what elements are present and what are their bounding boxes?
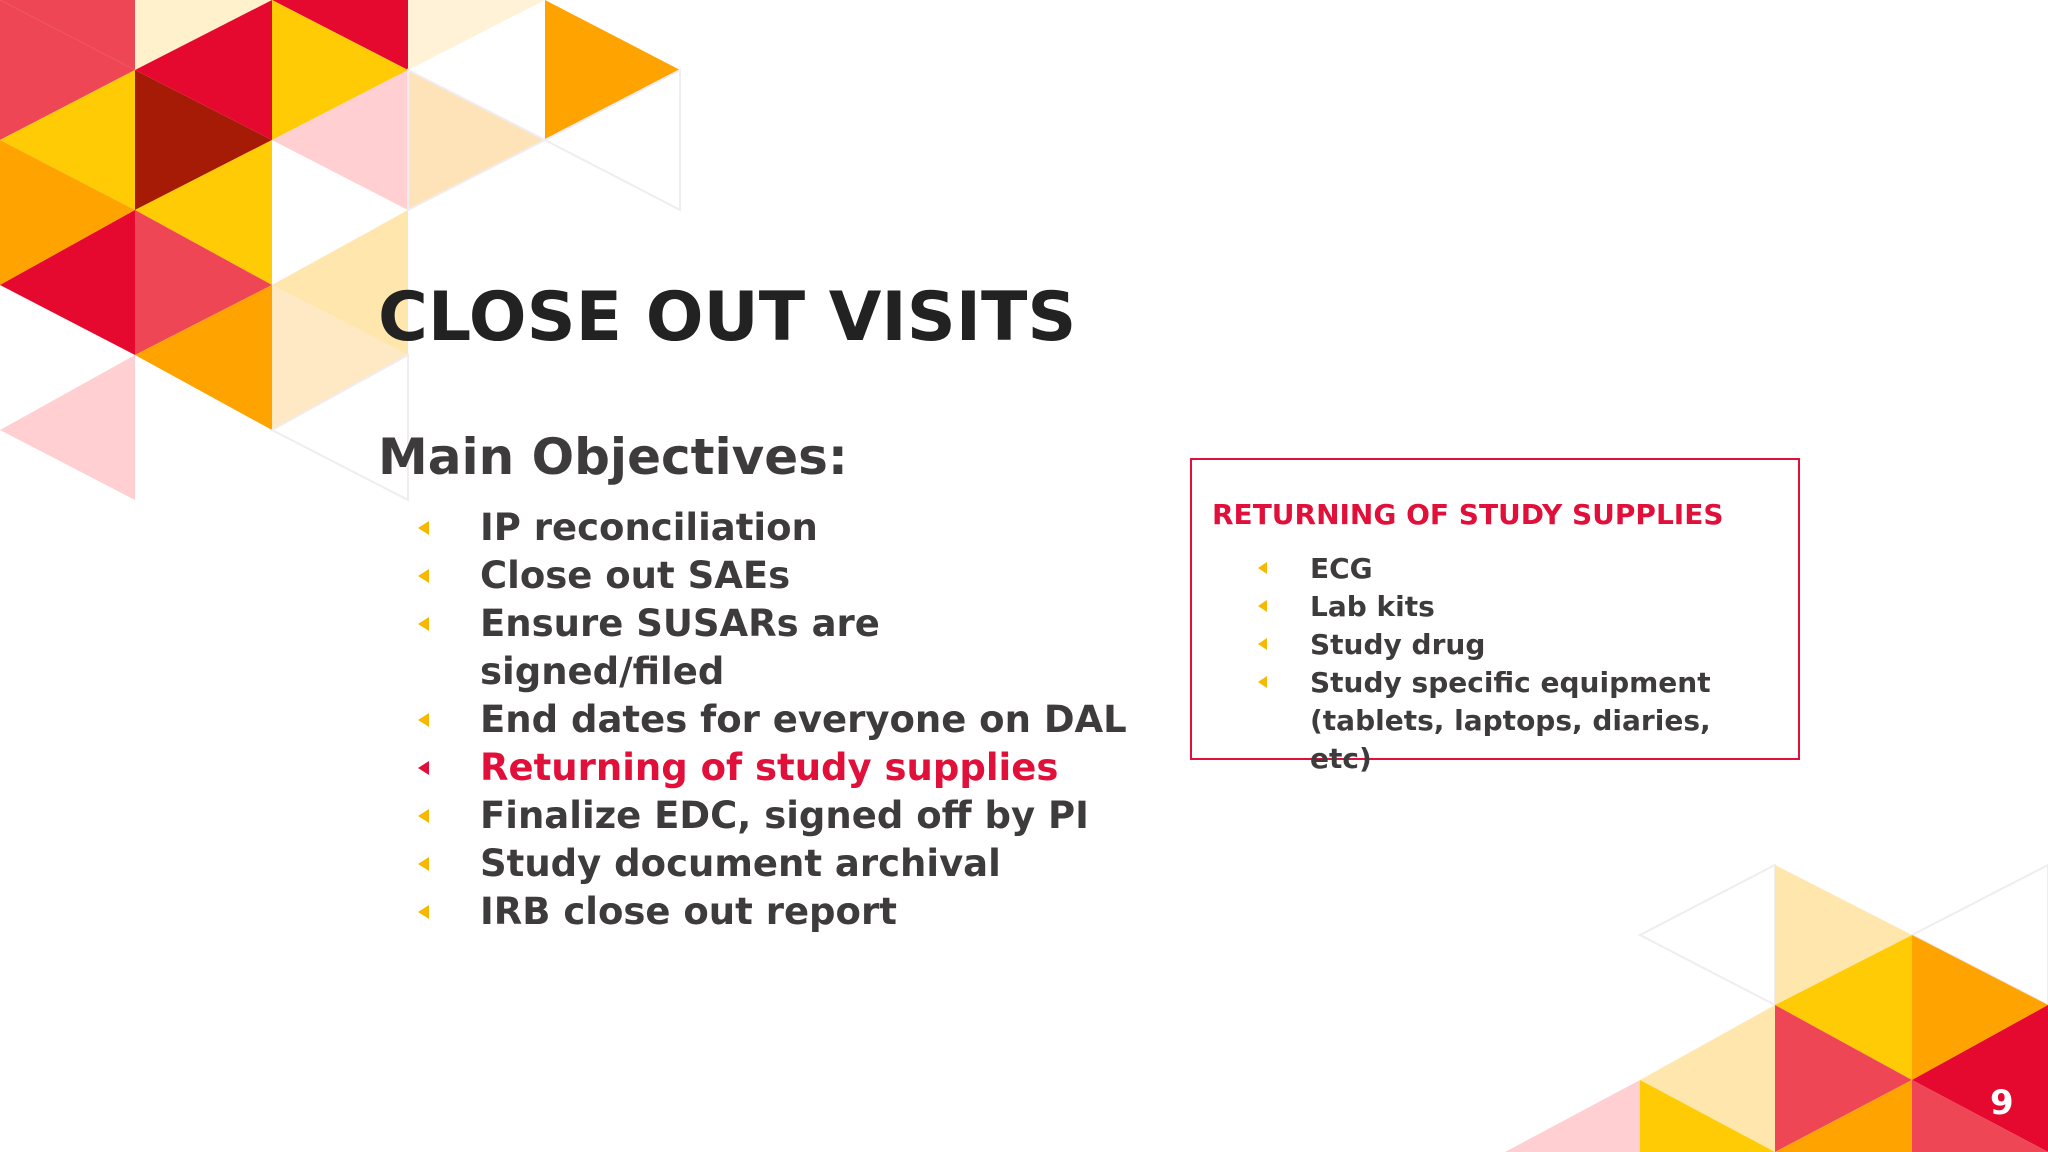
supply-text: (tablets, laptops, diaries,: [1310, 704, 1711, 737]
bullet-triangle-icon: [1258, 562, 1267, 574]
objectives-list: [418, 504, 1127, 936]
supply-text: etc): [1310, 742, 1372, 775]
objective-text: signed/filed: [480, 650, 725, 693]
supply-text: ECG: [1310, 552, 1373, 585]
bullet-triangle-icon: [418, 809, 429, 823]
objective-text: Close out SAEs: [480, 554, 791, 597]
supply-text: Study specific equipment: [1310, 666, 1711, 699]
bullet-triangle-icon: [1258, 638, 1267, 650]
supply-item-continuation: [1258, 702, 1711, 740]
main-objectives-heading: Main Objectives:: [378, 428, 848, 486]
bullet-triangle-icon: [1258, 676, 1267, 688]
bullet-triangle-icon: [1258, 600, 1267, 612]
objective-text: End dates for everyone on DAL: [480, 698, 1127, 741]
bullet-triangle-icon: [418, 569, 429, 583]
bullet-triangle-icon: [418, 617, 429, 631]
objective-item: [418, 792, 1127, 840]
objective-item: [418, 504, 1127, 552]
objective-text: IP reconciliation: [480, 506, 818, 549]
objective-item-continuation: [418, 648, 1127, 696]
supply-item: [1258, 588, 1711, 626]
supply-item-continuation: [1258, 740, 1711, 778]
objective-item: [418, 840, 1127, 888]
bullet-triangle-icon: [418, 713, 429, 727]
supply-item: [1258, 550, 1711, 588]
objective-text: IRB close out report: [480, 890, 897, 933]
objective-item-highlighted: [418, 744, 1127, 792]
bullet-triangle-icon: [418, 521, 429, 535]
supplies-list: [1258, 550, 1711, 778]
supply-item: [1258, 664, 1711, 702]
supply-text: Study drug: [1310, 628, 1486, 661]
objective-item: [418, 696, 1127, 744]
objective-text: Returning of study supplies: [480, 746, 1059, 789]
objective-text: Finalize EDC, signed off by PI: [480, 794, 1089, 837]
bullet-triangle-icon: [418, 905, 429, 919]
objective-text: Ensure SUSARs are: [480, 602, 880, 645]
bottom-right-triangle-pattern: [1505, 865, 2048, 1152]
study-supplies-callout: [1190, 458, 1800, 775]
objective-item: [418, 600, 1127, 648]
objective-text: Study document archival: [480, 842, 1001, 885]
objective-item: [418, 552, 1127, 600]
bullet-triangle-icon: [418, 761, 429, 775]
callout-title: RETURNING OF STUDY SUPPLIES: [1212, 498, 1724, 531]
top-left-triangle-pattern: [0, 0, 680, 500]
objective-item: [418, 888, 1127, 936]
supply-item: [1258, 626, 1711, 664]
page-number: 9: [1990, 1083, 2014, 1123]
bullet-triangle-icon: [418, 857, 429, 871]
slide-title: CLOSE OUT VISITS: [378, 278, 1077, 357]
supply-text: Lab kits: [1310, 590, 1435, 623]
